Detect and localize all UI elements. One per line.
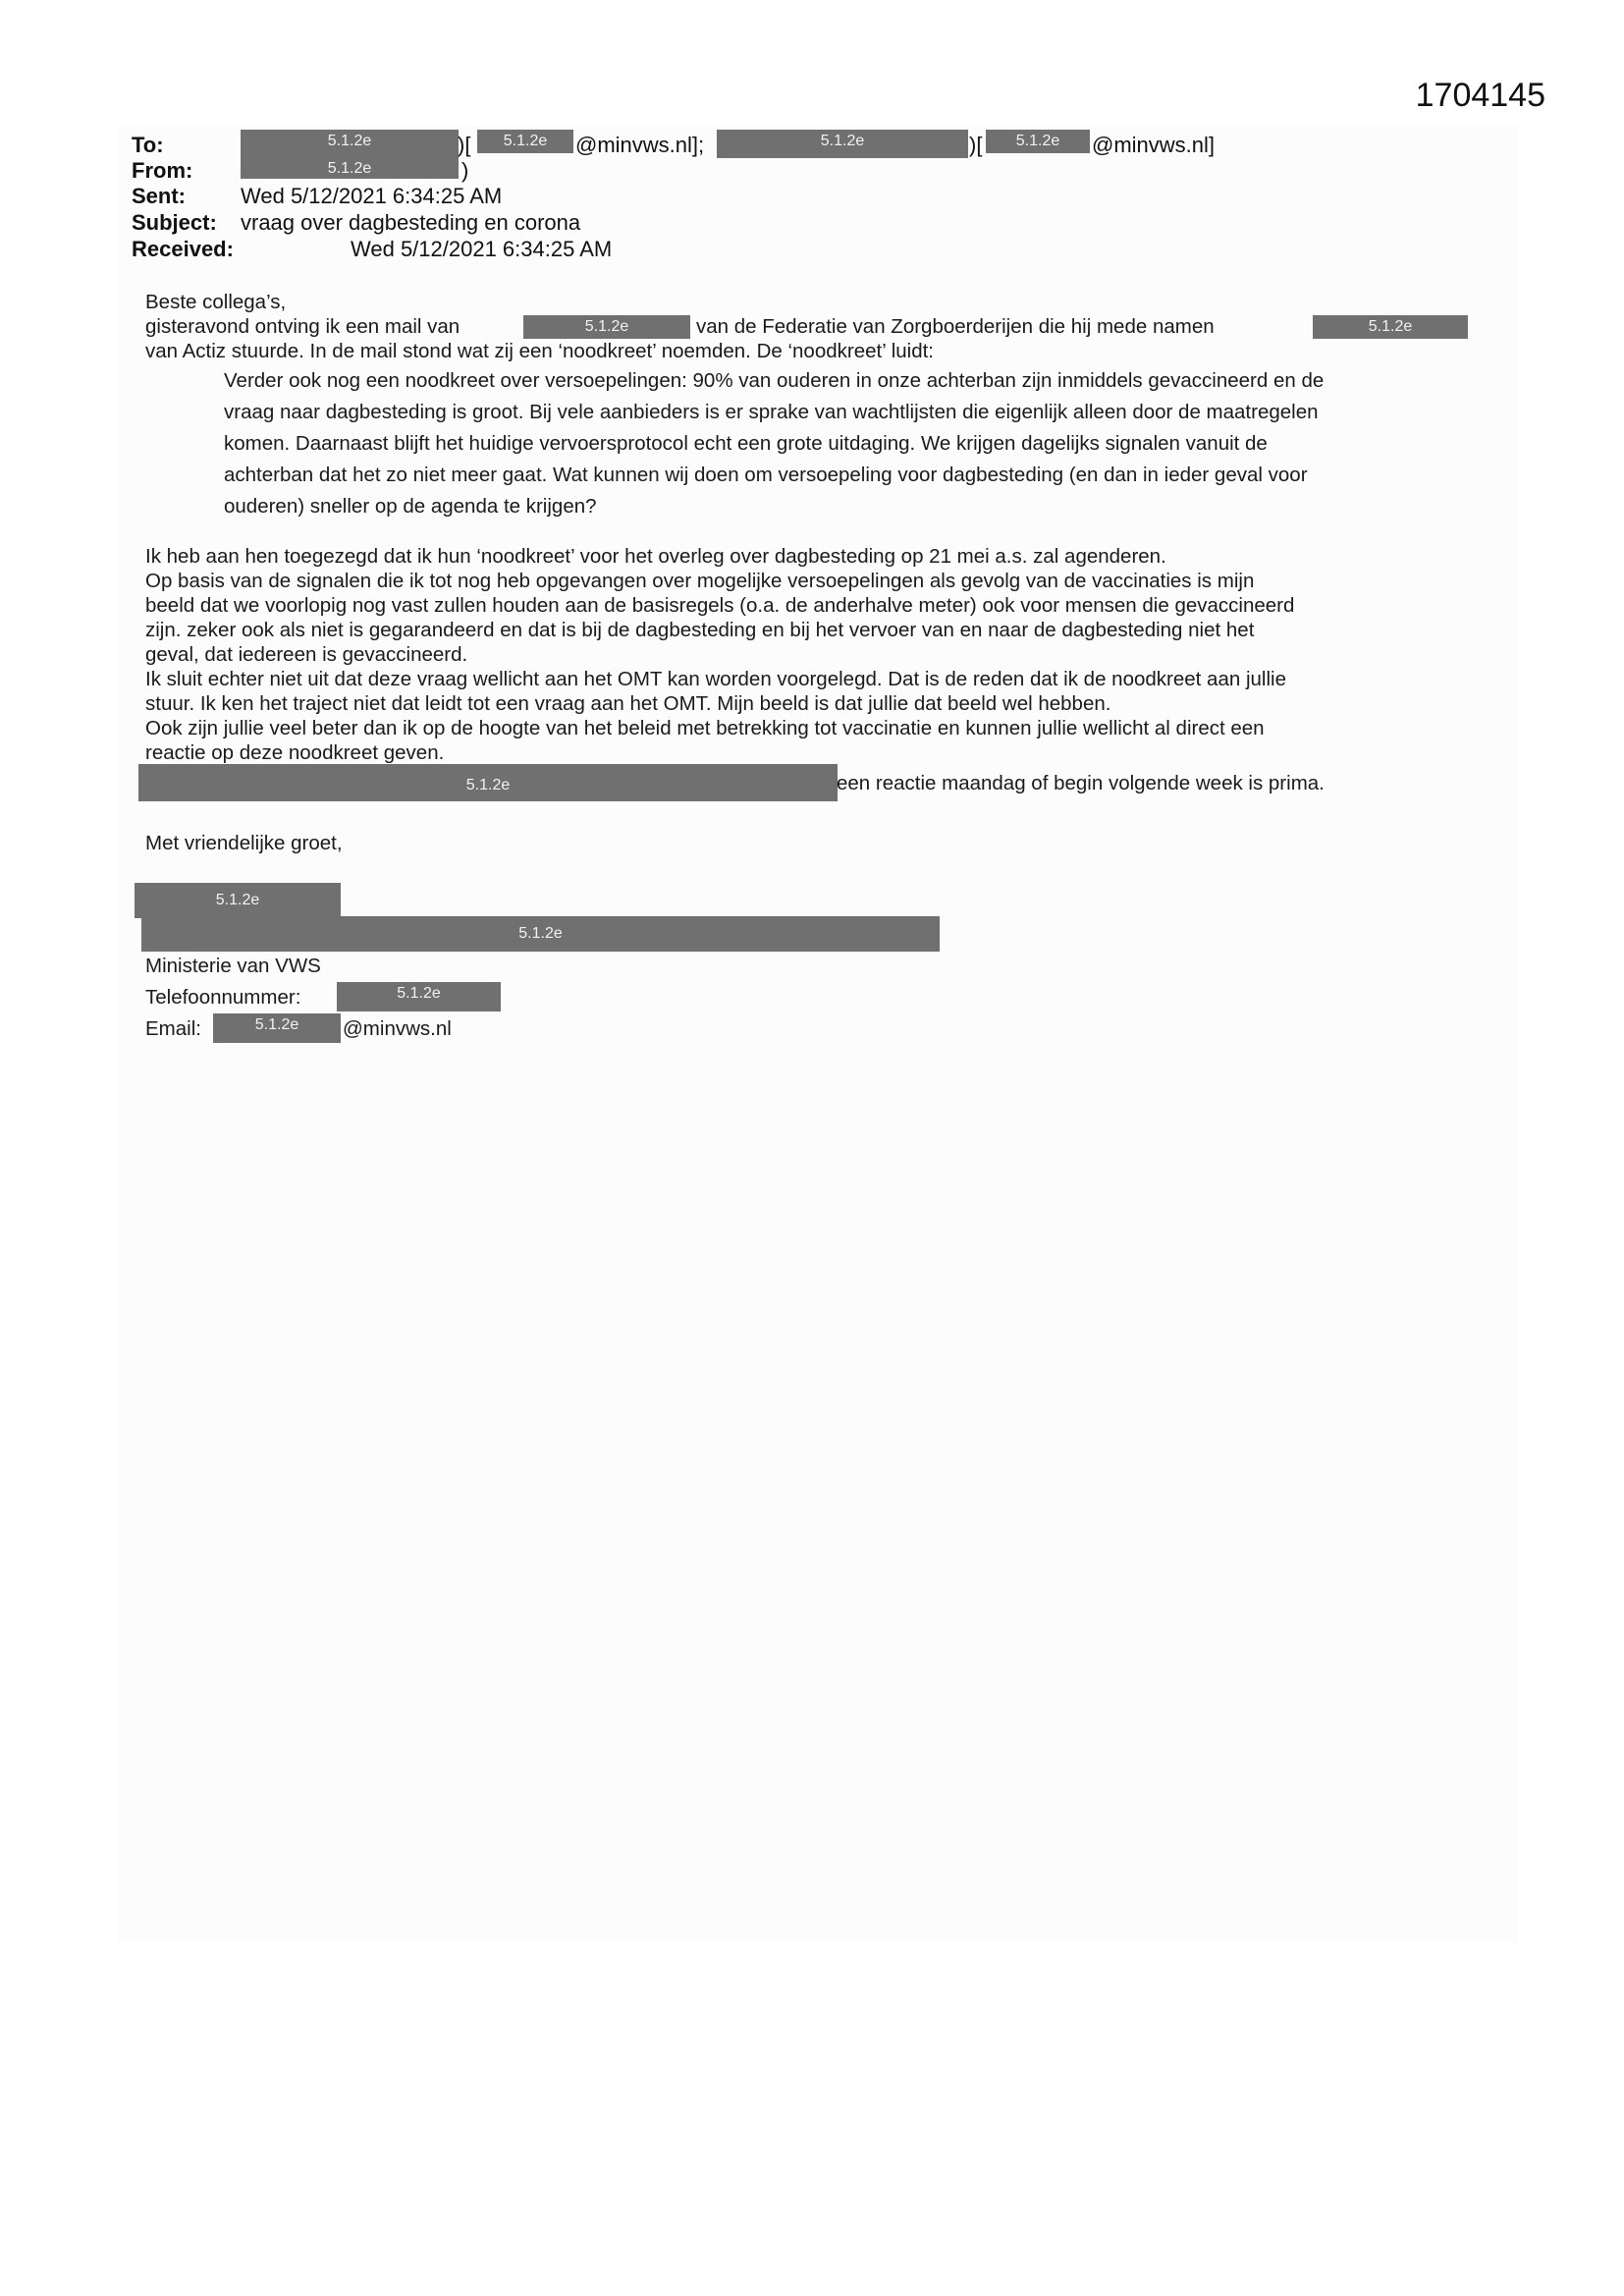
body-line-intro-a: gisteravond ontving ik een mail van: [145, 315, 460, 338]
received-label: Received:: [132, 237, 234, 261]
redaction-to-email-2: 5.1.2e: [986, 130, 1090, 153]
redaction-email-user: 5.1.2e: [213, 1013, 341, 1043]
quote-line: ouderen) sneller op de agenda te krijgen?: [224, 495, 597, 518]
quote-line: komen. Daarnaast blijft het huidige vervoersprotocol echt een grote uitdaging. We krijgen dagelijks signalen vanuit de: [224, 432, 1268, 455]
redaction-signature-name: 5.1.2e: [135, 883, 341, 918]
body-line-intro-c: van Actiz stuurde. In de mail stond wat zij een ‘noodkreet’ noemden. De ‘noodkreet’ luidt:: [145, 340, 934, 362]
quote-line: achterban dat het zo niet meer gaat. Wat kunnen wij doen om versoepeling voor dagbesteding (en dan in ieder geval voor: [224, 464, 1308, 486]
redaction-request-line: 5.1.2e: [138, 764, 838, 801]
redaction-to-name-1: 5.1.2e: [241, 130, 459, 163]
signature-org: Ministerie van VWS: [145, 955, 321, 977]
redaction-to-name-2: 5.1.2e: [717, 130, 968, 158]
to-label: To:: [132, 133, 164, 157]
quote-line: vraag naar dagbesteding is groot. Bij vele aanbieders is er sprake van wachtlijsten die eigenlijk alleen door de maatregelen: [224, 401, 1319, 423]
body-line: Ook zijn jullie veel beter dan ik op de hoogte van het beleid met betrekking tot vaccinatie en kunnen jullie wellicht al direct een: [145, 717, 1265, 739]
body-line: stuur. Ik ken het traject niet dat leidt tot een vraag aan het OMT. Mijn beeld is dat jullie dat beeld wel hebben.: [145, 692, 1111, 715]
subject-label: Subject:: [132, 210, 217, 235]
quote-line: Verder ook nog een noodkreet over versoepelingen: 90% van ouderen in onze achterban zijn inmiddels gevaccineerd en de: [224, 369, 1325, 392]
redaction-to-email-1: 5.1.2e: [477, 130, 573, 153]
document-number: 1704145: [1415, 77, 1545, 114]
body-line-closing-request: een reactie maandag of begin volgende week is prima.: [837, 772, 1325, 794]
sent-label: Sent:: [132, 184, 186, 208]
closing: Met vriendelijke groet,: [145, 832, 343, 854]
signature-email-domain: @minvws.nl: [343, 1017, 452, 1040]
body-line: Op basis van de signalen die ik tot nog heb opgevangen over mogelijke versoepelingen als gevolg van de vaccinaties is mijn: [145, 570, 1255, 592]
body-line-intro-b: van de Federatie van Zorgboerderijen die hij mede namen: [696, 315, 1215, 338]
to-domain-2: @minvws.nl]: [1092, 133, 1216, 157]
to-separator-2: )[: [969, 133, 983, 157]
from-label: From:: [132, 158, 193, 183]
from-close: ): [461, 158, 469, 183]
redaction-phone-number: 5.1.2e: [337, 982, 501, 1011]
redaction-from-name: 5.1.2e: [241, 159, 459, 179]
body-line: geval, dat iedereen is gevaccineerd.: [145, 643, 468, 666]
subject-value: vraag over dagbesteding en corona: [241, 210, 581, 235]
body-line: zijn. zeker ook als niet is gegarandeerd en dat is bij de dagbesteding en bij het vervoer van en naar de dagbesteding niet het: [145, 619, 1255, 641]
body-line: beeld dat we voorlopig nog vast zullen houden aan de basisregels (o.a. de anderhalve meter) ook voor mensen die gevaccineerd: [145, 594, 1295, 617]
to-domain-1: @minvws.nl];: [575, 133, 705, 157]
signature-phone-label: Telefoonnummer:: [145, 986, 301, 1009]
redaction-signature-title: 5.1.2e: [141, 916, 940, 952]
sent-value: Wed 5/12/2021 6:34:25 AM: [241, 184, 503, 208]
body-line: reactie op deze noodkreet geven.: [145, 741, 445, 764]
to-separator-1: )[: [458, 133, 471, 157]
body-line: Ik heb aan hen toegezegd dat ik hun ‘noodkreet’ voor het overleg over dagbesteding op 21 mei a.s. zal agenderen.: [145, 545, 1166, 568]
greeting: Beste collega’s,: [145, 291, 287, 313]
redaction-actiz-name: 5.1.2e: [1313, 315, 1468, 339]
redaction-sender-name: 5.1.2e: [523, 315, 690, 339]
received-value: Wed 5/12/2021 6:34:25 AM: [351, 237, 613, 261]
body-line: Ik sluit echter niet uit dat deze vraag wellicht aan het OMT kan worden voorgelegd. Dat is de reden dat ik de noodkreet aan jullie: [145, 668, 1286, 690]
signature-email-label: Email:: [145, 1017, 201, 1040]
